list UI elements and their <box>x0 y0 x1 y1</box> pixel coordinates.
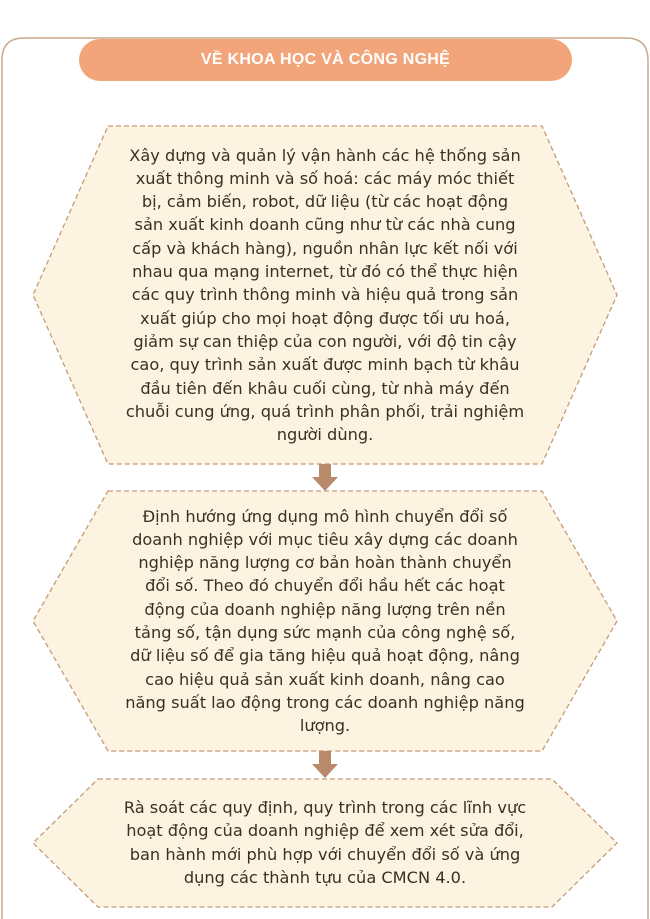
arrow-down-icon-2 <box>312 751 338 778</box>
section-title <box>79 39 572 81</box>
step-1-box <box>125 128 525 462</box>
arrow-down-icon-1 <box>312 464 338 491</box>
step-2-text: Định hướng ứng dụng mô hình chuyển đổi số doanh nghiệp với mục tiêu xây dựng các doanh nghiệp năng lượng cơ bản hoàn thành chuyển đổi số. Theo đó chuyển đổi hầu hết các hoạt động của doanh nghiệp năng lượng trên nền tảng số, tận dụng sức mạnh của công nghệ số, dữ liệu số để gia tăng hiệu quả hoạt động, nâng cao hiệu quả sản xuất kinh doanh, nâng cao năng suất lao động trong các doanh nghiệp năng lượng. <box>125 506 525 736</box>
step-3-text: Rà soát các quy định, quy trình trong các lĩnh vực hoạt động của doanh nghiệp để xem xét sửa đổi, ban hành mới phù hợp với chuyển đổi số và ứng dụng các thành tựu của CMCN 4.0. <box>123 797 527 887</box>
step-1-text: Xây dựng và quản lý vận hành các hệ thống sản xuất thông minh và số hoá: các máy móc thiết bị, cảm biến, robot, dữ liệu (từ các hoạt động sản xuất kinh doanh cũng như từ các nhà cung cấp và khách hàng), nguồn nhân lực kết nối với nhau qua mạng internet, từ đó có thể thực hiện các quy trình thông minh và hiệu quả trong sản xuất giúp cho mọi hoạt động được tối ưu hoá, giảm sự can thiệp của con người, với độ tin cậy cao, quy trình sản xuất được minh bạch từ khâu đầu tiên đến khâu cuối cùng, từ nhà máy đến chuỗi cung ứng, quá trình phân phối, trải nghiệm người dùng. <box>125 145 525 445</box>
step-3-box <box>118 780 532 905</box>
step-2-box <box>125 492 525 750</box>
section-title-text: VỀ KHOA HỌC VÀ CÔNG NGHỆ <box>200 51 451 68</box>
